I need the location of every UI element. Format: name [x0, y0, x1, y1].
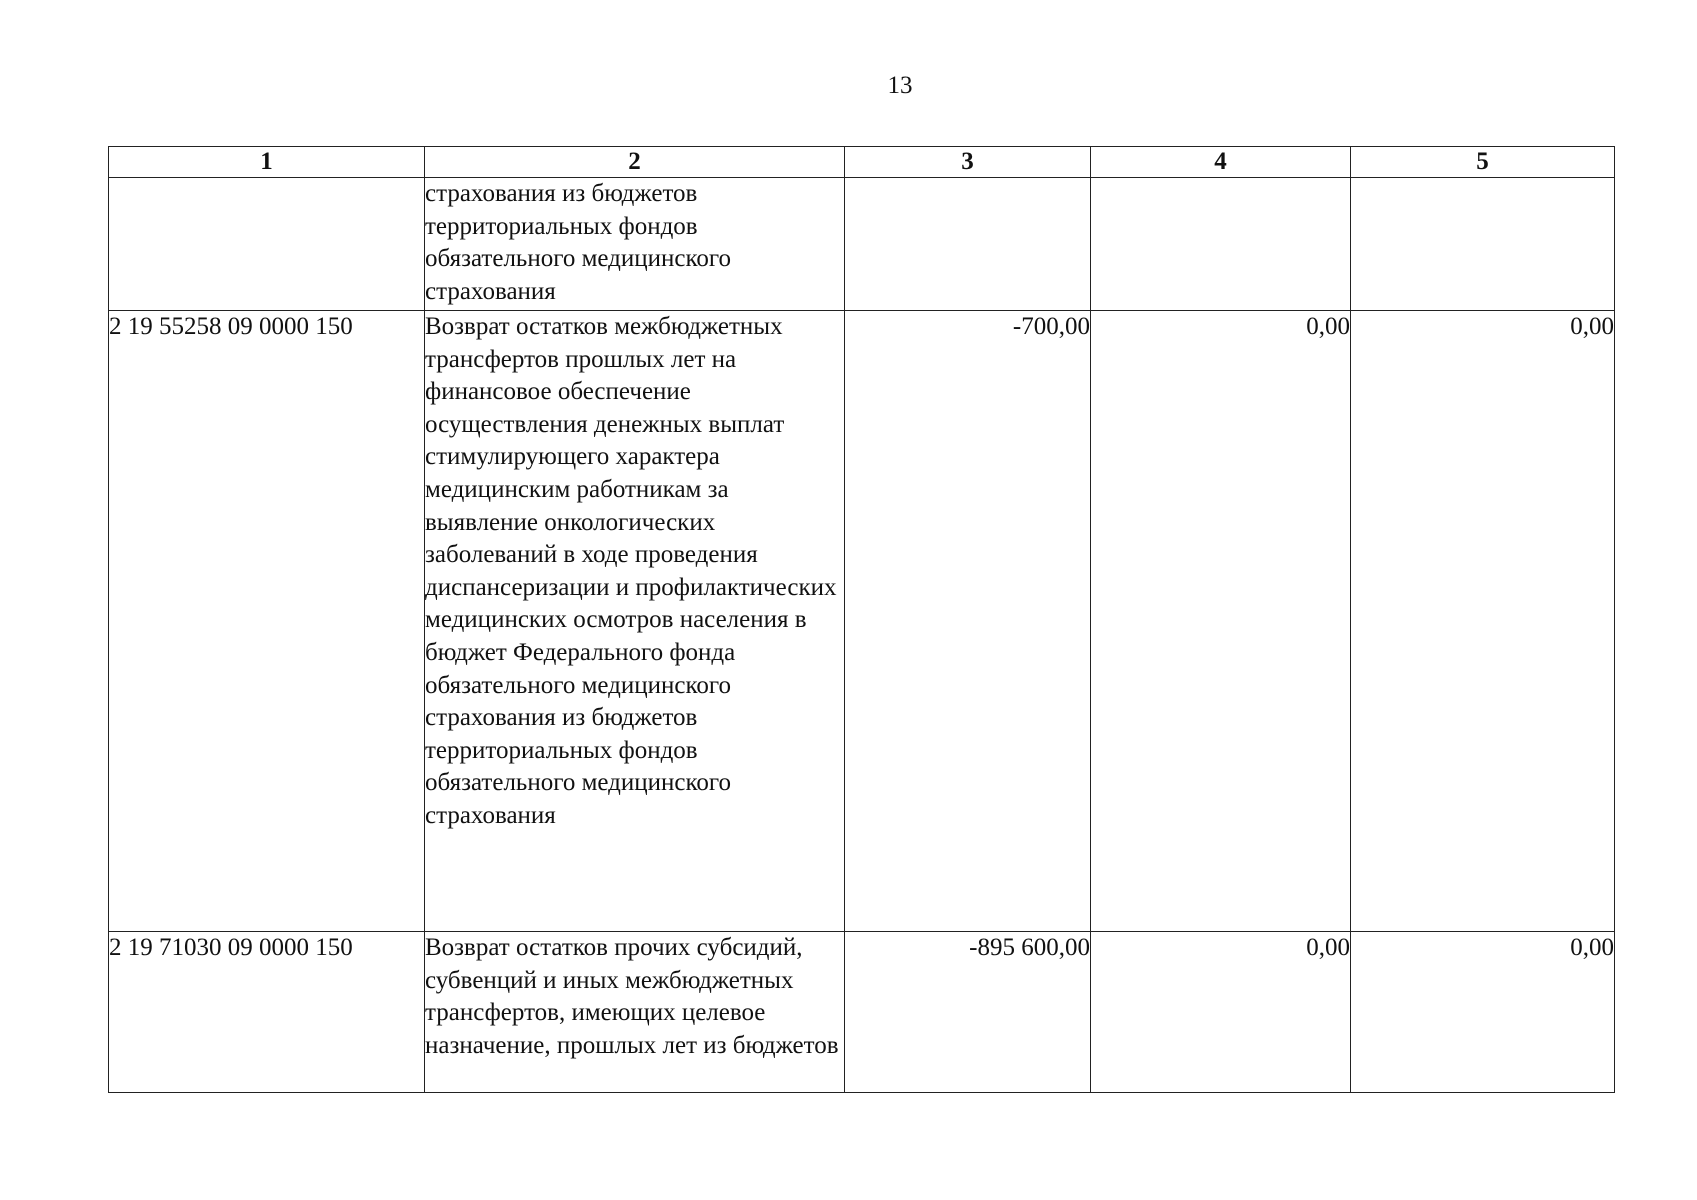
header-col-3: 3	[845, 147, 1091, 178]
cell-code: 2 19 71030 09 0000 150	[109, 932, 425, 1093]
cell-value-3	[845, 178, 1091, 311]
cell-value-4: 0,00	[1091, 311, 1351, 932]
cell-value-5	[1351, 178, 1615, 311]
page-number: 13	[887, 72, 913, 99]
cell-code: 2 19 55258 09 0000 150	[109, 311, 425, 932]
budget-table	[108, 146, 1615, 1093]
table-header	[109, 147, 1615, 178]
header-col-4: 4	[1091, 147, 1351, 178]
header-col-1: 1	[109, 147, 425, 178]
cell-value-3: -895 600,00	[845, 932, 1091, 1093]
header-col-5: 5	[1351, 147, 1615, 178]
cell-value-4: 0,00	[1091, 932, 1351, 1093]
cell-value-5: 0,00	[1351, 311, 1615, 932]
table-row	[109, 178, 1615, 311]
cell-name: Возврат остатков прочих субсидий, субвенций и иных межбюджетных трансфертов, имеющих целевое назначение, прошлых лет из бюджетов	[425, 932, 845, 1093]
table-body	[109, 178, 1615, 1093]
header-row	[109, 147, 1615, 178]
header-col-2: 2	[425, 147, 845, 178]
cell-value-5: 0,00	[1351, 932, 1615, 1093]
cell-name: Возврат остатков межбюджетных трансфертов прошлых лет на финансовое обеспечение осуществления денежных выплат стимулирующего характера медицинским работникам за выявление онкологических заболеваний в ходе проведения диспансеризации и профилактических медицинских осмотров населения в бюджет Федерального фонда обязательного медицинского страхования из бюджетов территориальных фондов обязательного медицинского страхования	[425, 311, 845, 932]
table-row	[109, 932, 1615, 1093]
table-row	[109, 311, 1615, 932]
cell-value-4	[1091, 178, 1351, 311]
cell-code	[109, 178, 425, 311]
cell-value-3: -700,00	[845, 311, 1091, 932]
cell-name: страхования из бюджетов территориальных фондов обязательного медицинского страхования	[425, 178, 845, 311]
